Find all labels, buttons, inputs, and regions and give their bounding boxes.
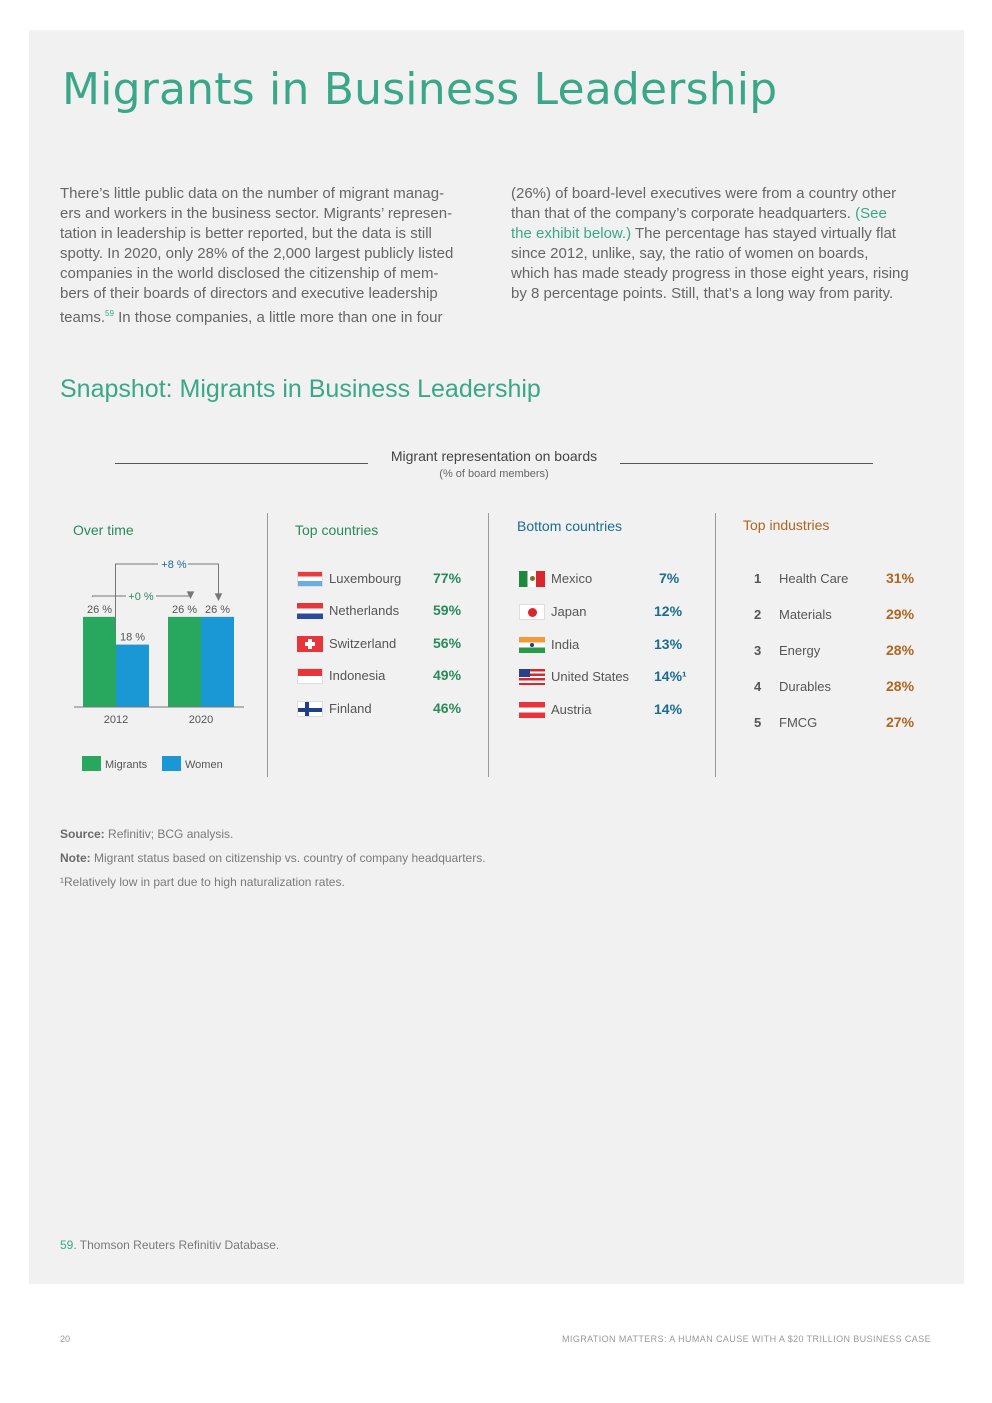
country-row xyxy=(297,601,467,621)
bar-label: 26 % xyxy=(171,603,198,616)
body-line xyxy=(511,204,936,224)
country-name: United States xyxy=(551,669,630,684)
country-value: 46% xyxy=(433,700,462,716)
industry-value: 29% xyxy=(886,606,915,622)
over-time-chart xyxy=(60,548,260,778)
change-label-women: +8 % xyxy=(161,559,187,571)
column-divider xyxy=(715,513,716,777)
body-line-start: teams. xyxy=(60,309,106,326)
country-name: Indonesia xyxy=(329,668,386,683)
top-industries-label: Top industries xyxy=(743,517,830,533)
industry-row xyxy=(754,570,924,590)
body-line: by 8 percentage points. Still, that’s a long way from parity. xyxy=(511,285,894,302)
industry-value: 31% xyxy=(886,570,915,586)
industry-name: FMCG xyxy=(779,715,818,730)
country-name: Mexico xyxy=(551,571,593,586)
footnote-number: 59. xyxy=(60,1238,77,1252)
page-number: 20 xyxy=(60,1334,71,1344)
note-text: Migrant status based on citizenship vs. country of company headquarters. xyxy=(90,851,486,865)
industry-name: Durables xyxy=(779,679,832,694)
body-line: ers and workers in the business sector. Migrants’ represen- xyxy=(60,205,453,222)
industry-value: 28% xyxy=(886,642,915,658)
country-name: Netherlands xyxy=(329,603,400,618)
body-line: bers of their boards of directors and executive leadership xyxy=(60,285,438,302)
footnote-text: Thomson Reuters Refinitiv Database. xyxy=(76,1238,280,1252)
country-row xyxy=(297,569,467,589)
exhibit-title: Migrant representation on boards xyxy=(390,448,598,464)
body-line-start: than that of the company’s corporate headquarters. xyxy=(511,205,856,222)
industry-rank: 5 xyxy=(754,715,762,730)
indonesia-flag-icon xyxy=(297,668,323,684)
source-text: Refinitiv; BCG analysis. xyxy=(104,827,234,841)
bar-women-2012 xyxy=(116,645,149,707)
switzerland-flag-icon xyxy=(297,636,323,652)
country-name: India xyxy=(551,637,580,652)
country-value: 49% xyxy=(433,667,462,683)
industry-value: 27% xyxy=(886,714,915,730)
legend-swatch-women xyxy=(162,756,181,771)
body-line: There’s little public data on the number of migrant manag- xyxy=(60,185,445,202)
country-row xyxy=(519,667,699,687)
exhibit-link[interactable]: the exhibit below.) xyxy=(511,225,632,242)
industry-rank: 3 xyxy=(754,643,762,658)
country-name: Luxembourg xyxy=(329,571,402,586)
source-label: Source: xyxy=(60,827,105,841)
industry-value: 28% xyxy=(886,678,915,694)
country-name: Austria xyxy=(551,702,592,717)
netherlands-flag-icon xyxy=(297,603,323,619)
body-line xyxy=(511,224,936,244)
luxembourg-flag-icon xyxy=(297,571,323,587)
x-tick-label: 2012 xyxy=(103,714,129,726)
bar-migrants-2012 xyxy=(83,617,116,707)
column-divider xyxy=(267,513,268,777)
note-label: Note: xyxy=(60,851,91,865)
column-divider xyxy=(488,513,489,777)
country-row xyxy=(297,666,467,686)
body-text-left xyxy=(60,184,483,328)
country-row xyxy=(519,635,699,655)
industry-rank: 1 xyxy=(754,571,762,586)
country-value: 7% xyxy=(659,570,680,586)
exhibit-footnote: ¹Relatively low in part due to high naturalization rates. xyxy=(60,875,345,889)
footnote-ref[interactable]: 59 xyxy=(105,309,114,318)
body-line: spotty. In 2020, only 28% of the 2,000 largest publicly listed xyxy=(60,245,454,262)
body-line: since 2012, unlike, say, the ratio of women on boards, xyxy=(511,245,869,262)
industry-name: Materials xyxy=(779,607,832,622)
page-title: Migrants in Business Leadership xyxy=(62,64,778,115)
india-flag-icon xyxy=(519,637,545,653)
country-value: 77% xyxy=(433,570,462,586)
running-title: MIGRATION MATTERS: A HUMAN CAUSE WITH A $20 TRILLION BUSINESS CASE xyxy=(562,1334,931,1344)
exhibit-link[interactable]: (See xyxy=(855,205,887,222)
country-row xyxy=(297,634,467,654)
country-value: 14% xyxy=(654,701,683,717)
country-value: 12% xyxy=(654,603,683,619)
change-label-migrants: +0 % xyxy=(128,591,154,603)
arrowhead xyxy=(216,594,222,600)
industry-row xyxy=(754,642,924,662)
country-row xyxy=(297,699,467,719)
japan-flag-icon xyxy=(519,604,545,620)
bar-label: 18 % xyxy=(119,631,146,644)
country-value: 59% xyxy=(433,602,462,618)
mexico-flag-icon xyxy=(519,571,545,587)
over-time-label: Over time xyxy=(73,522,134,538)
industry-name: Health Care xyxy=(779,571,849,586)
industry-row xyxy=(754,678,924,698)
body-line-last xyxy=(60,304,483,328)
industry-rank: 2 xyxy=(754,607,762,622)
method-note xyxy=(60,851,486,865)
country-value: 14%¹ xyxy=(654,668,687,684)
bottom-countries-label: Bottom countries xyxy=(517,518,623,534)
source-note xyxy=(60,827,233,841)
title-rule-right xyxy=(620,463,873,464)
country-row xyxy=(519,602,699,622)
body-line: companies in the world disclosed the citizenship of mem- xyxy=(60,265,439,282)
bar-label: 26 % xyxy=(204,603,231,616)
bar-women-2020 xyxy=(201,617,234,707)
country-row xyxy=(519,700,699,720)
exhibit-subtitle: (% of board members) xyxy=(439,468,549,480)
country-name: Japan xyxy=(551,604,587,619)
austria-flag-icon xyxy=(519,702,545,718)
bar-migrants-2020 xyxy=(168,617,201,707)
snapshot-title: Snapshot: Migrants in Business Leadership xyxy=(60,375,541,403)
body-line: (26%) of board-level executives were from a country other xyxy=(511,185,897,202)
body-line: which has made steady progress in those eight years, rising xyxy=(511,265,909,282)
page-footnote xyxy=(60,1238,279,1252)
x-tick-label: 2020 xyxy=(188,714,214,726)
country-row xyxy=(519,569,699,589)
country-value: 56% xyxy=(433,635,462,651)
top-countries-label: Top countries xyxy=(295,522,379,538)
body-line-end: In those companies, a little more than one in four xyxy=(113,309,443,326)
industry-name: Energy xyxy=(779,643,821,658)
industry-row xyxy=(754,606,924,626)
legend-swatch-migrants xyxy=(82,756,101,771)
country-value: 13% xyxy=(654,636,683,652)
united-states-flag-icon xyxy=(519,669,545,685)
finland-flag-icon xyxy=(297,701,323,717)
industry-rank: 4 xyxy=(754,679,762,694)
body-line-end: The percentage has stayed virtually flat xyxy=(631,225,896,242)
body-text-right xyxy=(511,184,936,304)
body-line: tation in leadership is better reported, but the data is still xyxy=(60,225,432,242)
country-name: Finland xyxy=(329,701,372,716)
title-rule-left xyxy=(115,463,368,464)
industry-row xyxy=(754,714,924,734)
legend-label: Women xyxy=(185,759,223,771)
arrowhead xyxy=(188,592,194,598)
legend-label: Migrants xyxy=(105,759,148,771)
country-name: Switzerland xyxy=(329,636,397,651)
bar-label: 26 % xyxy=(86,603,113,616)
